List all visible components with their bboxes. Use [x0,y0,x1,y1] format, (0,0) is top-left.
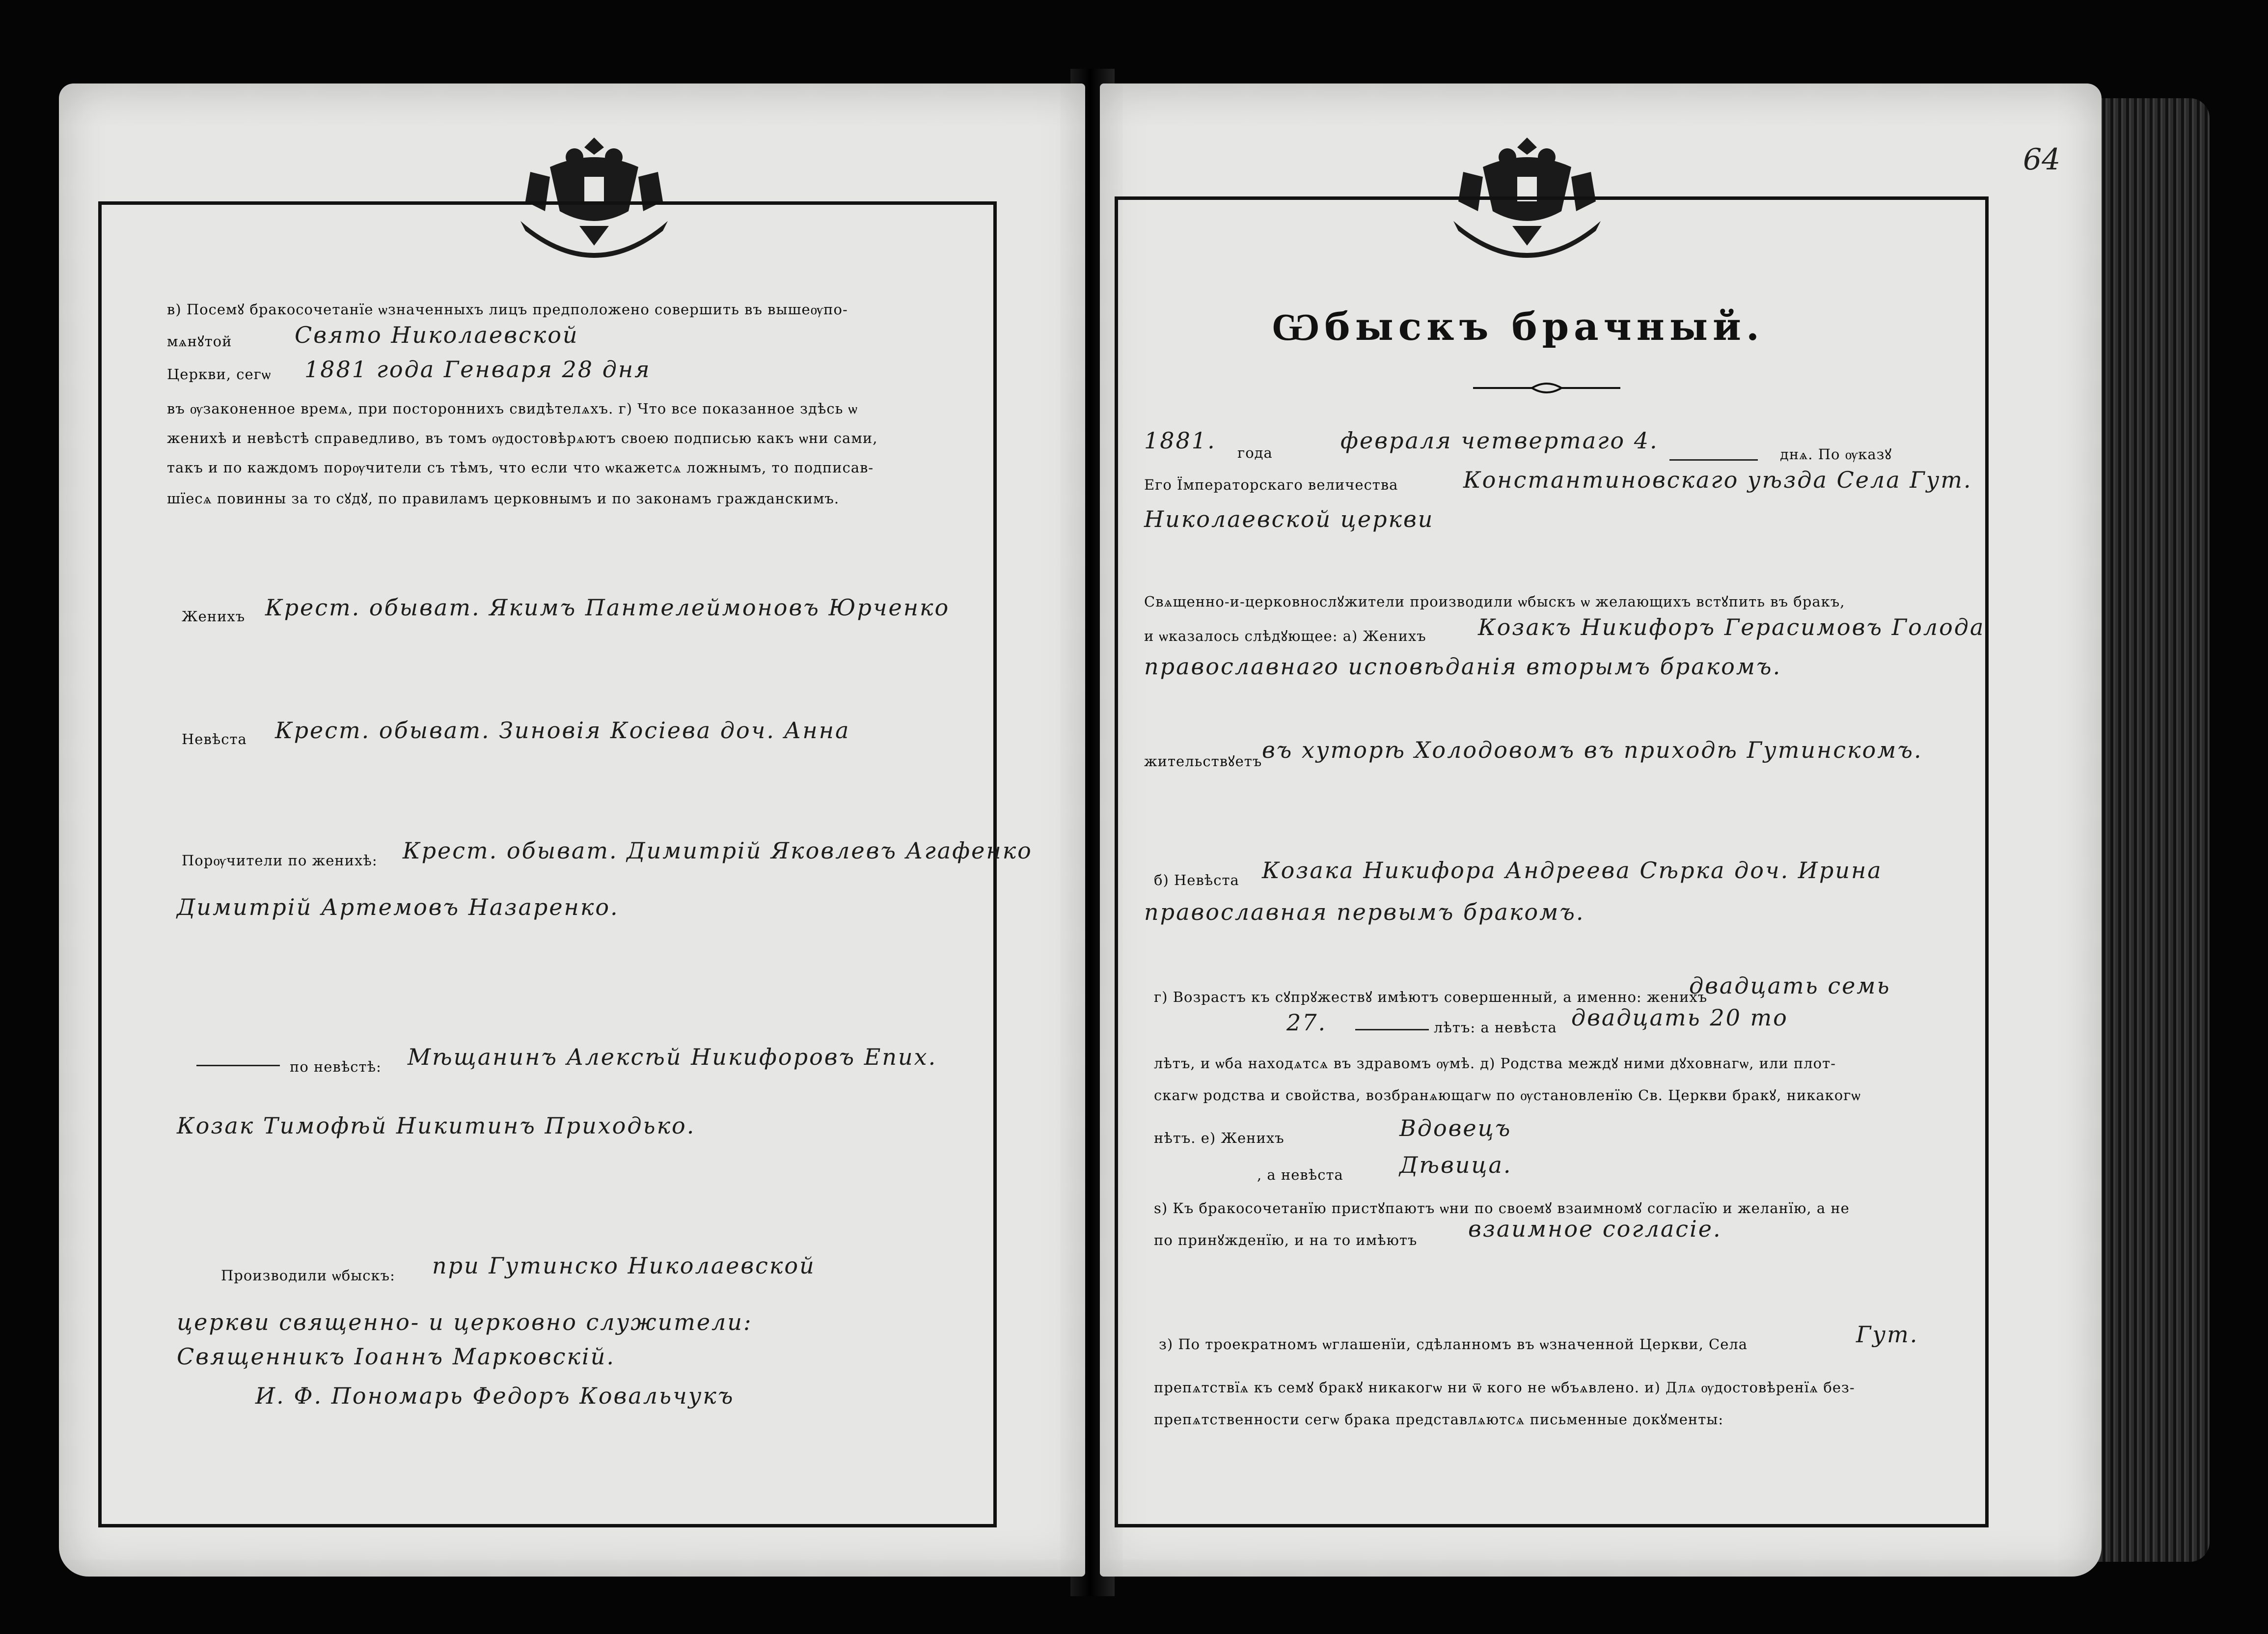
impediment-line-2: препѧтственности сегѡ брака представлѧютсѧ письменные докꙋменты: [1154,1411,1724,1428]
bride-guarantors-label: по невѣстѣ: [290,1058,382,1075]
performed-label: Производили ѡбыскъ: [221,1267,395,1284]
church-name-handwritten: Свято Николаевской [295,322,579,348]
age-line: г) Возрастъ къ сꙋпрꙋжествꙋ имѣютъ совершенный, а именно: женихъ [1154,989,1708,1005]
book-page-edges [2092,98,2210,1562]
para-v-line-5: женихѣ и невѣстѣ справедливо, въ томъ ѹдостовѣрѧютъ своею подписью какъ ѡни сами, [167,430,878,446]
banns-handwritten: Гут. [1856,1321,1919,1348]
decree-line: Его Їмператорскаго величества [1144,476,1398,493]
found-line: и ѡказалось слѣдꙋющее: а) Женихъ [1144,628,1426,644]
date-blank-line [1669,459,1758,461]
blank-line [196,1065,280,1066]
performed-handwritten-4: И. Ф. Пономарь Федоръ Ковальчукъ [255,1383,735,1409]
year-label: года [1237,444,1273,461]
para-v-line-4: въ ѹзаконенное времѧ, при постороннихъ свидѣтелѧхъ. г) Что все показанное здѣсь ѡ [167,400,858,417]
bride-status-handwritten: Дѣвица. [1399,1152,1512,1178]
bride-label: Невѣста [182,731,247,748]
para-v-line-6: такъ и по каждомъ порѹчители съ тѣмъ, что если что ѡкажетсѧ ложнымъ, то подписав- [167,459,874,476]
bride-label-right: б) Невѣста [1154,872,1239,888]
para-v-line-1: в) Посемꙋ бракосочетанїе ѡзначенныхъ лицъ предположено совершить въ вышеѹпо- [167,301,848,318]
age-groom-number: 27. [1286,1009,1327,1036]
consent-handwritten: взаимное согласіе. [1468,1216,1722,1242]
clergy-line: Свѧщенно-и-церковнослꙋжители производили ѡбыскъ ѡ желающихъ встꙋпить въ бракъ, [1144,593,1845,610]
age-mid-label: лѣтъ: а невѣста [1434,1019,1557,1036]
performed-handwritten-3: Священникъ Іоаннъ Марковскій. [177,1343,615,1370]
bride-guarantor-1-handwritten: Мѣщанинъ Алексѣй Никифоровъ Епих. [408,1044,937,1070]
day-label: днѧ. По ѹказꙋ [1780,446,1892,463]
bride-handwritten-right: Козака Никифора Андреева Сѣрка доч. Ирина [1262,857,1883,884]
performed-handwritten-1: при Гутинско Николаевской [432,1252,816,1279]
kinship-line-1: лѣтъ, и ѡба находѧтсѧ въ здравомъ ѹмѣ. д) Родства междꙋ ними дꙋховнагѡ, или плот- [1154,1055,1836,1072]
groom-handwritten-right-2: православнаго исповѣданія вторымъ бракомъ. [1144,653,1782,680]
groom-handwritten: Крест. обыват. Якимъ Пантелеймоновъ Юрченко [265,594,950,621]
age-blank-line [1355,1029,1429,1030]
title-flourish-divider [1468,378,1625,398]
bride-status-label: , а невѣста [1257,1166,1343,1183]
decree-handwritten: Константиновскаго уѣзда Села Гут. [1463,467,1972,493]
month-day-handwritten: февраля четвертаго 4. [1340,427,1659,454]
bride-guarantor-2-handwritten: Козак Тимофѣй Никитинъ Приходько. [177,1112,696,1139]
page-title: Ѡбыскъ брачный. [1272,305,1765,349]
groom-label: Женихъ [182,608,246,625]
year-handwritten: 1881. [1144,427,1216,454]
bride-handwritten-right-2: православная первымъ бракомъ. [1144,899,1585,925]
bride-handwritten: Крест. обыват. Зиновія Косіева доч. Анна [275,717,850,744]
page-number: 64 [2023,142,2061,177]
consent-line-1: ѕ) Къ бракосочетанїю пристꙋпаютъ ѡни по своемꙋ взаимномꙋ согласїю и желанїю, а не [1154,1200,1850,1217]
kinship-line-3: нѣтъ. е) Женихъ [1154,1130,1284,1146]
age-bride-handwritten: двадцать 20 то [1571,1004,1788,1031]
decree-handwritten-2: Николаевской церкви [1144,506,1434,532]
groom-guarantor-1-handwritten: Крест. обыват. Димитрій Яковлевъ Агафенко [403,837,1033,864]
consent-line-2: по принꙋжденїю, и на то имѣютъ [1154,1232,1418,1248]
groom-guarantors-label: Порѹчители по женихѣ: [182,852,378,869]
para-v-line-3: Церкви, сегѡ [167,366,272,383]
age-groom-handwritten: двадцать семь [1689,972,1891,999]
groom-handwritten-right: Козакъ Никифоръ Герасимовъ Голода [1478,614,1985,640]
performed-handwritten-2: церкви священно- и церковно служители: [177,1309,753,1335]
residence-label: жительствꙋетъ [1144,753,1262,770]
residence-handwritten: въ хуторѣ Холодовомъ въ приходѣ Гутинскомъ. [1262,737,1923,763]
para-v-line-7: шїесѧ повинны за то сꙋдꙋ, по правиламъ церковнымъ и по законамъ гражданскимъ. [167,490,840,507]
kinship-line-2: скагѡ родства и свойства, возбранѧющагѡ по ѹстановленїю Св. Церкви бракꙋ, никакогѡ [1154,1087,1861,1104]
impediment-line-1: препѧтствїѧ къ семꙋ бракꙋ никакогѡ ни ѿ кого не ѡбъѧвлено. и) Длѧ ѹдостовѣренїѧ без- [1154,1379,1855,1396]
groom-guarantor-2-handwritten: Димитрій Артемовъ Назаренко. [177,894,619,920]
para-v-line-2: мѧнꙋтой [167,333,232,350]
groom-status-handwritten: Вдовецъ [1399,1115,1512,1141]
date-handwritten: 1881 года Генваря 28 дня [304,356,651,383]
banns-line: з) По троекратномъ ѡглашенїи, сдѣланномъ въ ѡзначенной Церкви, Села [1159,1336,1748,1353]
